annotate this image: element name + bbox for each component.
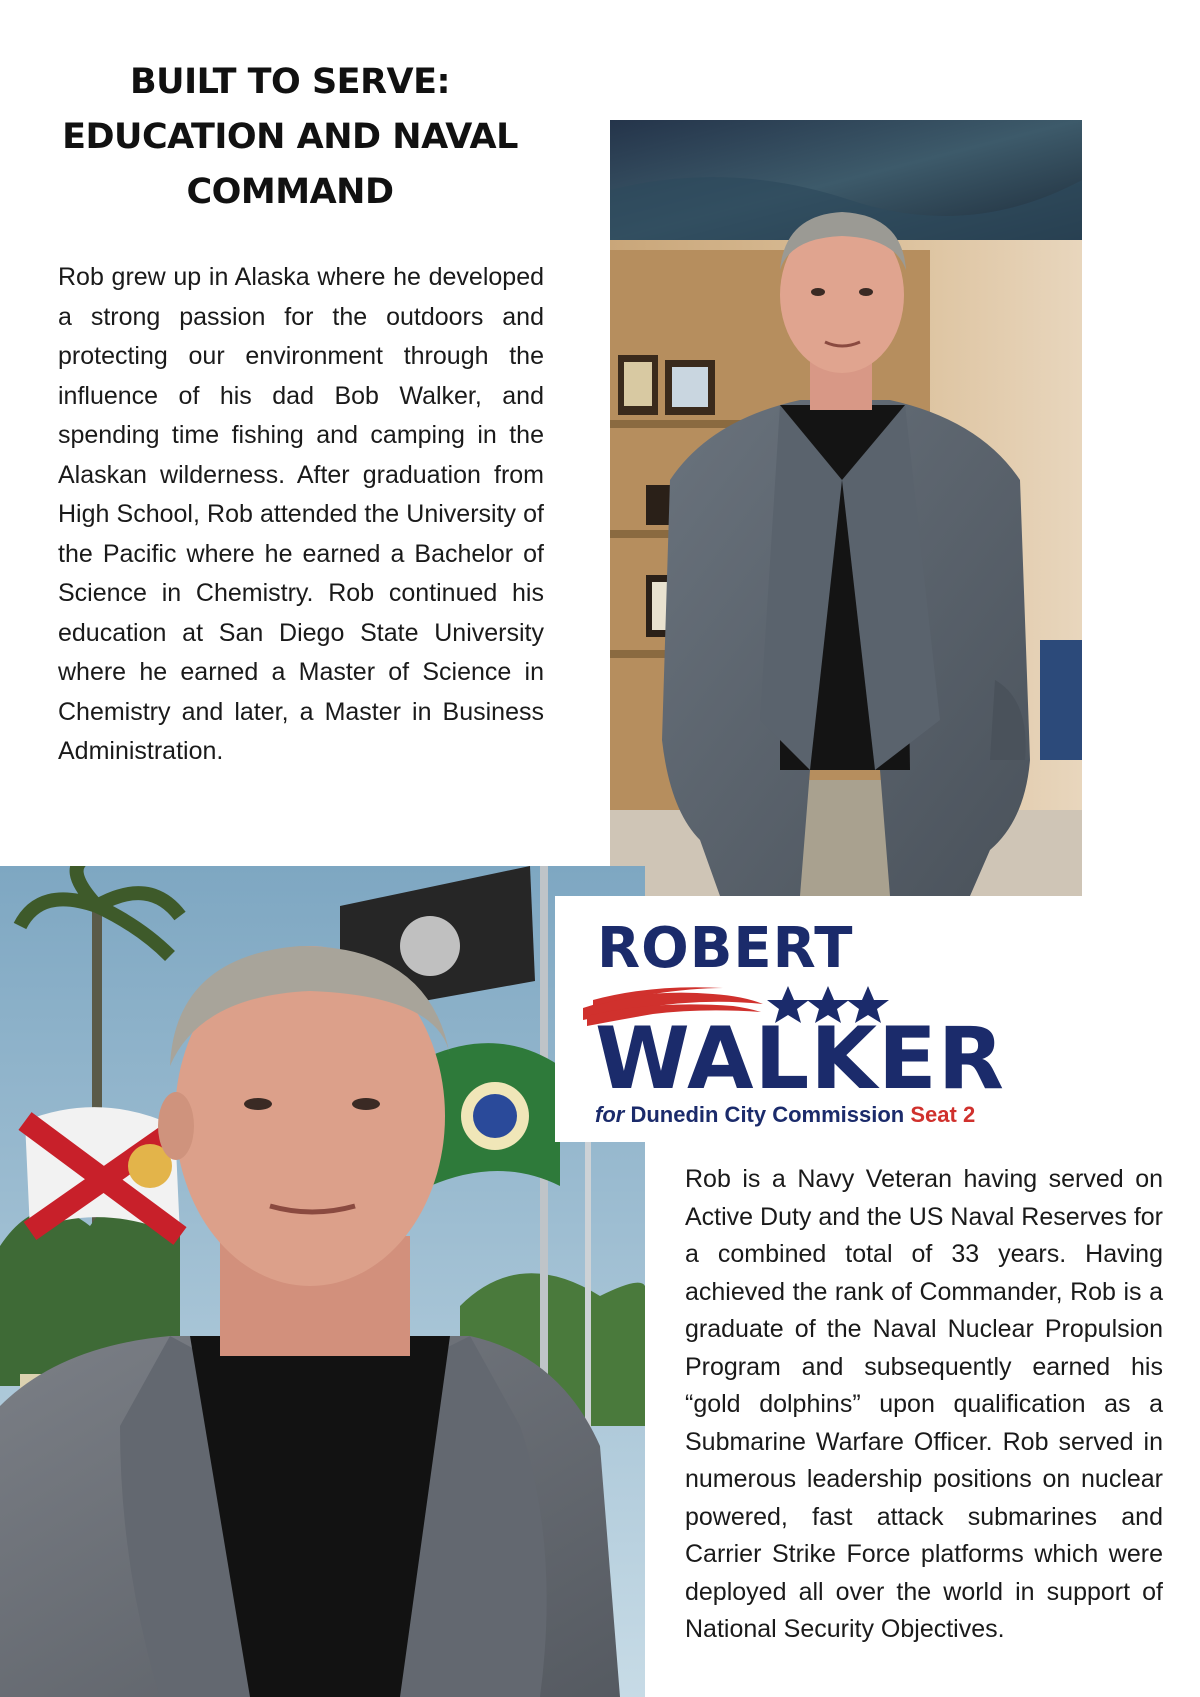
title-line-2: EDUCATION AND NAVAL — [62, 117, 518, 157]
logo-tagline-for: for — [595, 1102, 625, 1127]
logo-first-name: ROBERT — [597, 916, 854, 981]
title-line-3: COMMAND — [186, 172, 394, 212]
logo-last-name: WALKER — [595, 1009, 1005, 1109]
logo-tagline-office: Dunedin City Commission — [630, 1102, 905, 1127]
logo-tagline-seat: Seat 2 — [910, 1102, 976, 1127]
page-title — [40, 55, 540, 220]
logo-tagline — [595, 1102, 975, 1128]
campaign-logo — [555, 896, 1010, 1142]
navy-service-paragraph: Rob is a Navy Veteran having served on Active Duty and the US Naval Reserves for a combined total of 33 years. Having achieved the rank of Commander, Rob is a graduate of the Naval Nuclear Propulsion Program and subsequently earned his “gold dolphins” upon qualification as a Submarine Warfare Officer. Rob served in numerous leadership positions on nuclear powered, fast attack submarines and Carrier Strike Force platforms which were deployed all over the world in support of National Security Objectives. — [685, 1165, 1163, 1643]
close-portrait-photo — [0, 866, 645, 1697]
title-line-1: BUILT TO SERVE: — [129, 62, 451, 102]
education-paragraph: Rob grew up in Alaska where he developed a strong passion for the outdoors and protecting our environment through the influence of his dad Bob Walker, and spending time fishing and camping in the Alaskan wilderness. After graduation from High School, Rob attended the University of the Pacific where he earned a Bachelor of Science in Chemistry. Rob continued his education at San Diego State University where he earned a Master of Science in Chemistry and later, a Master in Business Administration. — [58, 263, 544, 765]
standing-portrait-photo — [610, 120, 1082, 896]
